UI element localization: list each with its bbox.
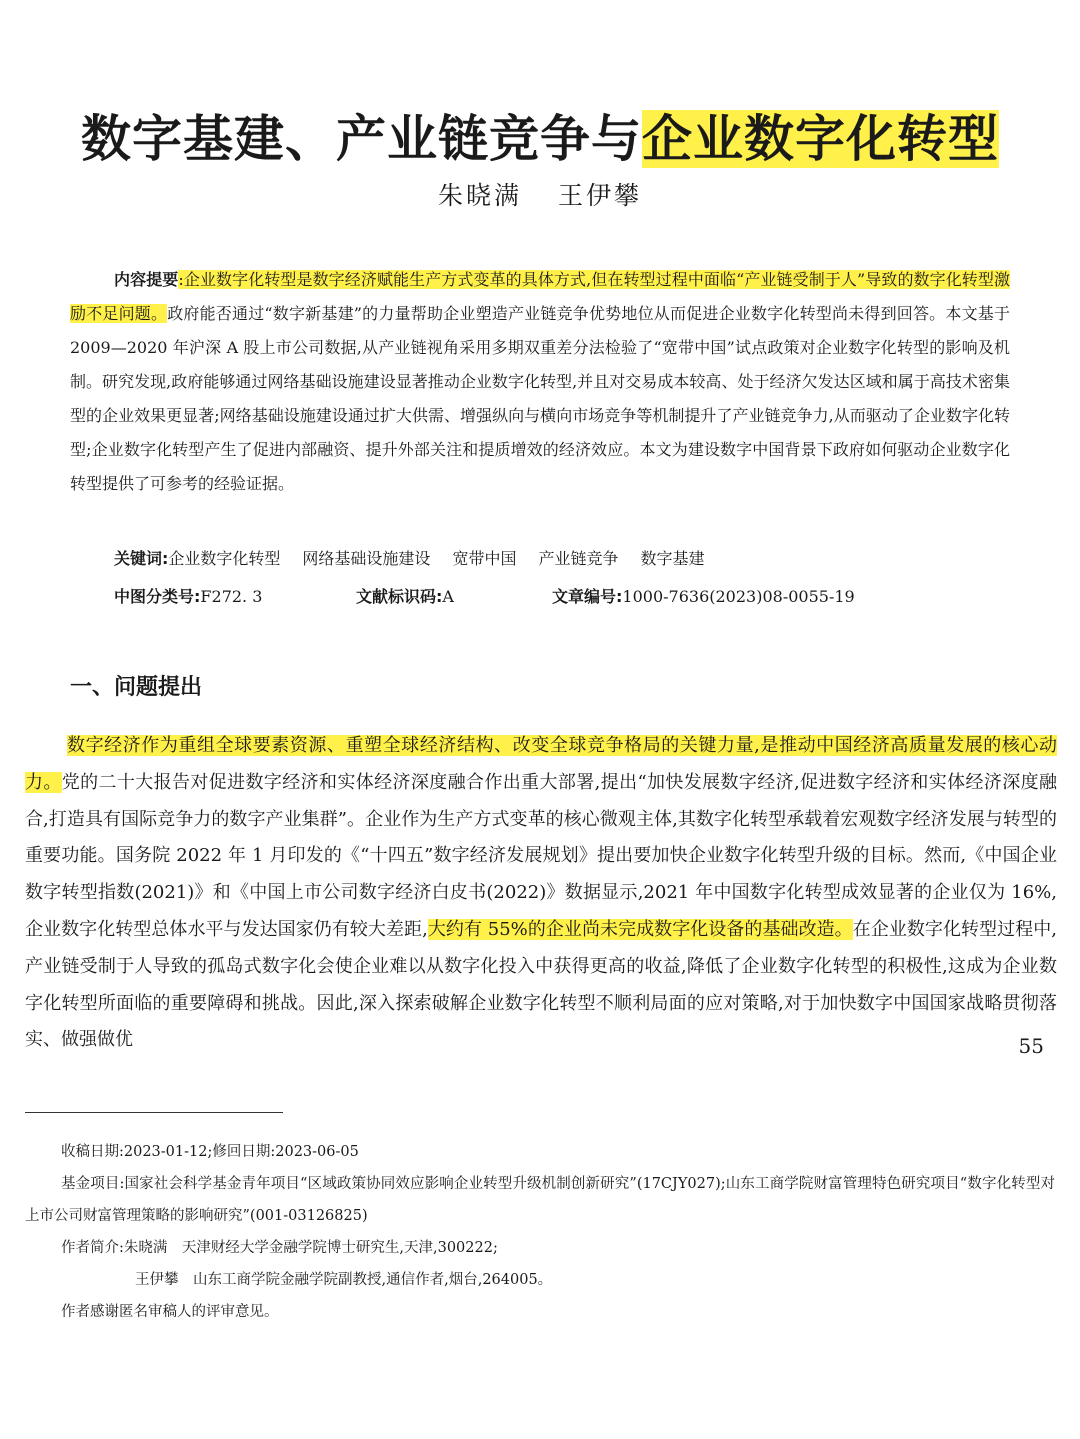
footnote-author-2: 王伊攀 山东工商学院金融学院副教授,通信作者,烟台,264005。 [135,1272,553,1288]
abstract-label: 内容提要 [114,270,179,289]
article-number [552,580,855,614]
keyword: 网络基础设施建设 [302,549,431,568]
footnote-fund: 基金项目:国家社会科学基金青年项目“区域政策协同效应影响企业转型升级机制创新研究”(17CJY027);山东工商学院财富管理特色研究项目“数字化转型对上市公司财富管理策略的影响研究”(001-03126825) [25,1176,1055,1224]
footnotes [25,1136,1055,1328]
article-number-value: 1000-7636(2023)08-0055-19 [622,587,855,606]
footnote-divider [25,1112,283,1113]
keywords-line [114,542,1014,576]
page-number: 55 [1018,1034,1044,1058]
doc-code-label: 文献标识码: [356,587,443,606]
clc-value: F272. 3 [200,587,263,606]
body-text-2: 在企业数字化转型过程中,产业链受制于人导致的孤岛式数字化会使企业难以从数字化投入中获得更高的收益,降低了企业数字化转型的积极性,这成为企业数字化转型所面临的重要障碍和挑战。因此,深入探索破解企业数字化转型不顺利局面的应对策略,对于加快数字中国国家战略贯彻落实、做强做优 [25,918,1057,1051]
title-highlight: 企业数字化转型 [642,109,999,168]
title-part1: 数字基建、产业链竞争与 [81,109,642,168]
paper-title [0,104,1080,174]
clc-number [114,580,262,614]
abstract-text: 政府能否通过“数字新基建”的力量帮助企业塑造产业链竞争优势地位从而促进企业数字化转型尚未得到回答。本文基于 2009—2020 年沪深 A 股上市公司数据,从产业链视角采用多期双重差分法检验了“宽带中国”试点政策对企业数字化转型的影响及机制。研究发现,政府能够通过网络基础设施建设显著推动企业数字化转型,并且对交易成本较高、处于经济欠发达区域和属于高技术密集型的企业效果更显著;网络基础设施建设通过扩大供需、增强纵向与横向市场竞争等机制提升了产业链竞争力,从而驱动了企业数字化转型;企业数字化转型产生了促进内部融资、提升外部关注和提质增效的经济效应。本文为建设数字中国背景下政府如何驱动企业数字化转型提供了可参考的经验证据。 [70,304,1010,493]
footnote-dates: 收稿日期:2023-01-12;修回日期:2023-06-05 [61,1144,359,1160]
body-paragraph [25,728,1057,1059]
author-name: 王伊攀 [558,181,643,210]
body-highlight-2: 大约有 55%的企业尚未完成数字化设备的基础改造。 [427,918,853,940]
body-text-1: 党的二十大报告对促进数字经济和实体经济深度融合作出重大部署,提出“加快发展数字经济,促进数字经济和实体经济深度融合,打造具有国际竞争力的数字产业集群”。企业作为生产方式变革的核心微观主体,其数字化转型承载着宏观数字经济发展与转型的重要功能。国务院 2022 年 1 月印发的《“十四五”数字经济发展规划》提出要加快企业数字化转型升级的目标。然而,《中国企业数字转型指数(2021)》和《中国上市公司数字经济白皮书(2022)》数据显示,2021 年中国数字化转型成效显著的企业仅为 16%,企业数字化转型总体水平与发达国家仍有较大差距, [25,771,1057,940]
keyword: 宽带中国 [452,549,517,568]
abstract [70,263,1010,501]
footnote-author-1: 作者简介:朱晓满 天津财经大学金融学院博士研究生,天津,300222; [61,1240,498,1256]
keyword: 企业数字化转型 [168,549,281,568]
section-heading: 一、问题提出 [70,675,203,700]
body-highlight-1: 数字经济作为重组全球要素资源、重塑全球经济结构、改变全球竞争格局的关键力量,是推动中国经济高质量发展的核心动力。 [25,735,1057,793]
doc-code-value: A [442,587,454,606]
author-name: 朱晓满 [437,181,522,210]
keyword: 产业链竞争 [538,549,619,568]
keywords-label: 关键词: [114,549,169,568]
doc-code [356,580,454,614]
keyword: 数字基建 [640,549,705,568]
clc-label: 中图分类号: [114,587,201,606]
footnote-thanks: 作者感谢匿名审稿人的评审意见。 [61,1304,279,1320]
article-number-label: 文章编号: [552,587,623,606]
abstract-highlight: :企业数字化转型是数字经济赋能生产方式变革的具体方式,但在转型过程中面临“产业链受制于人”导致的数字化转型激励不足问题。 [70,270,1010,323]
author-line [0,176,1080,216]
